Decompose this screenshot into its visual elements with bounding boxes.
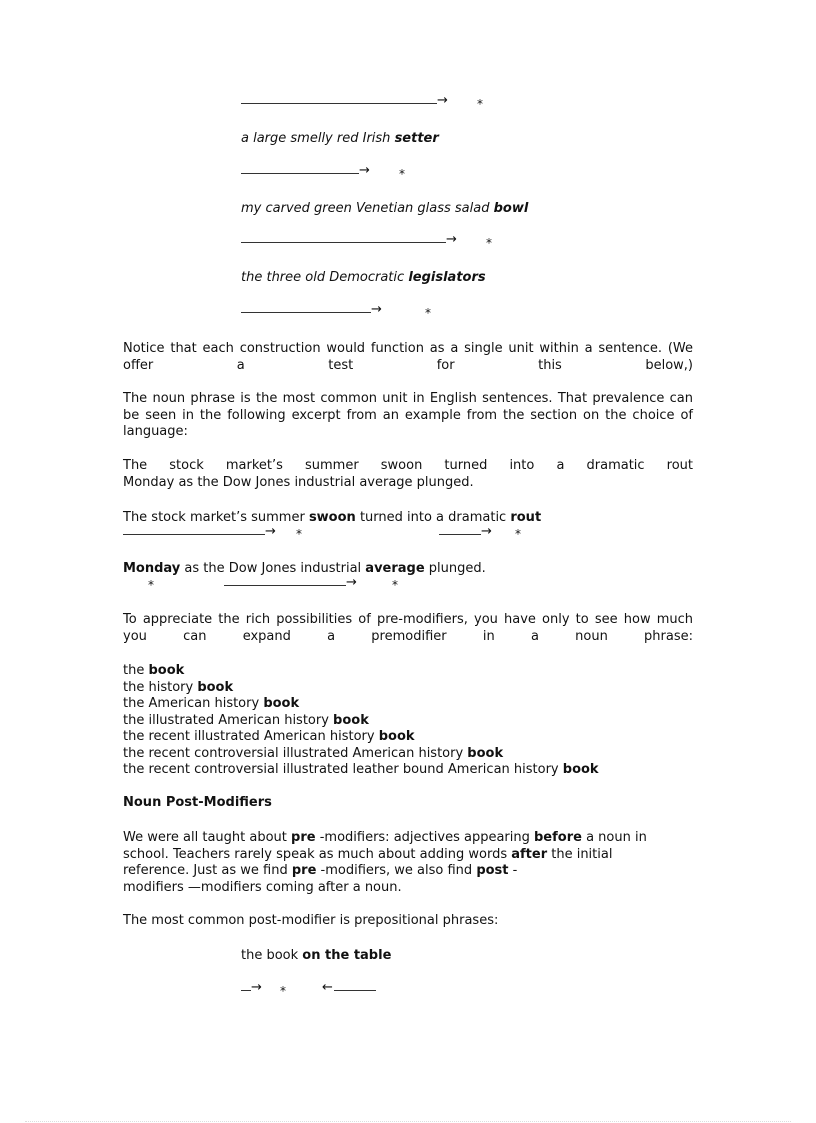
prevalence-paragraph: The noun phrase is the most common unit in English sentences. That prevalence can be seen in the following excerpt from an example from the section on the choice of language: xyxy=(123,391,693,439)
star-marker: * xyxy=(515,527,521,541)
arrow-right: → xyxy=(241,238,461,248)
star-marker: * xyxy=(477,97,483,111)
list-item: the book xyxy=(123,663,185,678)
section-heading: Noun Post-Modifiers xyxy=(123,795,272,810)
common-post-paragraph: The most common post-modifier is prepositional phrases: xyxy=(123,913,499,928)
arrow-right: → xyxy=(439,530,495,540)
post-modifier-paragraph: We were all taught about pre -modifiers: adjectives appearing before a noun in school. Teachers rarely speak as much about adding words after the initial reference. Just as we find pre -modifiers, we also find post - modifiers —modifiers coming after a noun. xyxy=(123,830,647,895)
list-item: the recent controversial illustrated leather bound American history book xyxy=(123,762,599,777)
arrow-right: → xyxy=(241,308,387,318)
star-marker: * xyxy=(148,578,154,592)
example-phrase: a large smelly red Irish setter xyxy=(241,131,439,146)
star-marker: * xyxy=(392,578,398,592)
analysis-line-1: The stock market’s summer swoon turned into a dramatic rout xyxy=(123,510,542,525)
arrow-right: → xyxy=(241,169,375,179)
excerpt-line-1: The stock market’s summer swoon turned into a dramatic rout xyxy=(123,458,693,473)
list-item: the recent illustrated American history book xyxy=(123,729,415,744)
arrow-right: → xyxy=(123,530,279,540)
list-item: the history book xyxy=(123,679,234,695)
example-phrase: the three old Democratic legislators xyxy=(241,270,486,285)
notice-paragraph: Notice that each construction would function as a single unit within a sentence. (We offer a test for this below,) xyxy=(123,341,693,373)
star-marker: * xyxy=(296,527,302,541)
book-list xyxy=(123,663,599,779)
arrow-right: → xyxy=(241,99,451,109)
star-marker: * xyxy=(486,236,492,250)
arrow-left: ← xyxy=(322,986,378,996)
analysis-line-2: Monday as the Dow Jones industrial average plunged. xyxy=(123,561,486,576)
star-marker: * xyxy=(399,167,405,181)
list-item: the recent controversial illustrated American history book xyxy=(123,745,504,761)
list-item: the American history book xyxy=(123,696,300,711)
arrow-right: → xyxy=(224,581,360,591)
star-marker: * xyxy=(425,306,431,320)
star-marker: * xyxy=(280,984,286,998)
list-item: the illustrated American history book xyxy=(123,712,369,728)
page-bottom-rule xyxy=(25,1121,791,1122)
example-phrase: my carved green Venetian glass salad bowl xyxy=(241,201,529,216)
arrow-right: → xyxy=(241,986,265,996)
appreciate-paragraph: To appreciate the rich possibilities of pre-modifiers, you have only to see how much you can expand a premodifier in a noun phrase: xyxy=(123,612,693,644)
excerpt-line-2: Monday as the Dow Jones industrial average plunged. xyxy=(123,475,474,490)
final-example: the book on the table xyxy=(241,948,392,963)
